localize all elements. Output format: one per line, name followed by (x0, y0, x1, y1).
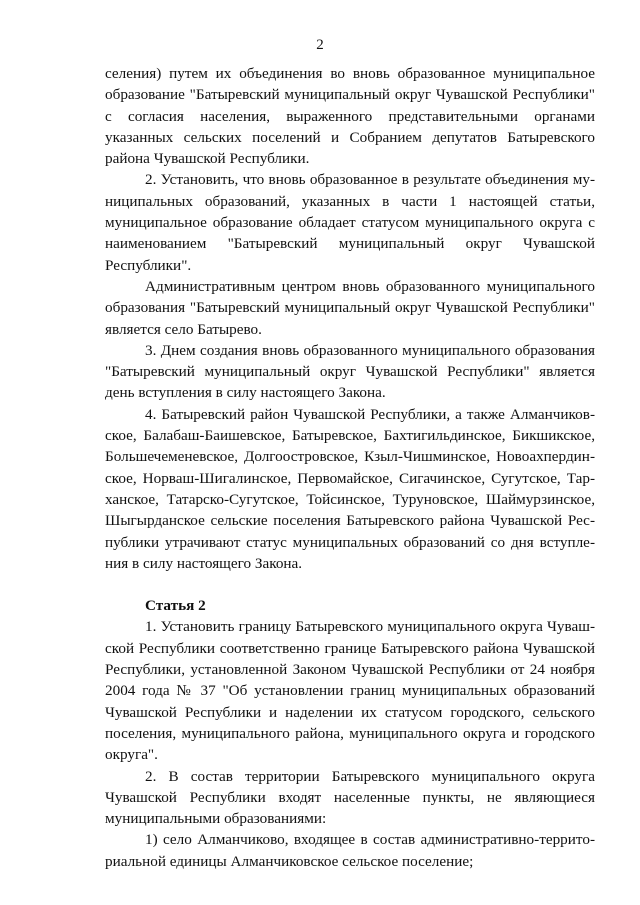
paragraph: 4. Батыревский район Чувашской Республики, а также Алманчиковское, Балабаш-Баишевское, Батыревское, Бахтигильдинское, Бикшикское, Большечеменевское, Долгоостровское, Кзыл-Чишминское, Новоахпердинское, Норваш-Шигалинское, Первомайское, Сигачинское, Сугутское, Тарханское, Татарско-Сугутское, Тойсинское, Туруновское, Шаймурзинское, Шыгырданское сельские поселения Батыревского района Чувашской Республики утрачивают статус муниципальных образований со дня вступления в силу настоящего Закона. (105, 405, 595, 572)
paragraph: селения) путем их объединения во вновь образованное муниципальное образование "Батыревский муниципальный округ Чувашской Республики" с согласия населения, выраженного представительными органами указанных сельских поселений и Собранием депутатов Батыревского района Чувашской Республики. (105, 65, 595, 168)
article-heading: Статья 2 (145, 597, 206, 615)
paragraph: Административным центром вновь образованного муниципального образования "Батыревский муниципальный округ Чувашской Республики" является село Батырево. (105, 277, 595, 338)
paragraph: 2. В состав территории Батыревского муниципального округа Чувашской Республики входят населенные пункты, не являющиеся муниципальными образованиями: (105, 767, 595, 828)
page-number: 2 (316, 37, 324, 53)
paragraph: 3. Днем создания вновь образованного муниципального образования "Батыревский муниципальный округ Чувашской Республики" является день вступления в силу настоящего Закона. (105, 341, 595, 402)
paragraph: 2. Установить, что вновь образованное в результате объединения муниципальных образований, указанных в части 1 настоящей статьи, муниципальное образование обладает статусом муниципального округа с наименованием "Батыревский муниципальный округ Чувашской Республики". (105, 171, 595, 274)
document-body (105, 63, 595, 872)
paragraph: 1) село Алманчиково, входящее в состав административно-территориальной единицы Алманчиковское сельское поселение; (105, 831, 595, 870)
paragraph: 1. Установить границу Батыревского муниципального округа Чувашской Республики соответственно границе Батыревского района Чувашской Республики, установленной Законом Чувашской Республики от 24 ноября 2004 года № 37 "Об установлении границ муниципальных образований Чувашской Республики и наделении их статусом городского, сельского поселения, муниципального района, муниципального округа и городского округа". (105, 618, 595, 764)
